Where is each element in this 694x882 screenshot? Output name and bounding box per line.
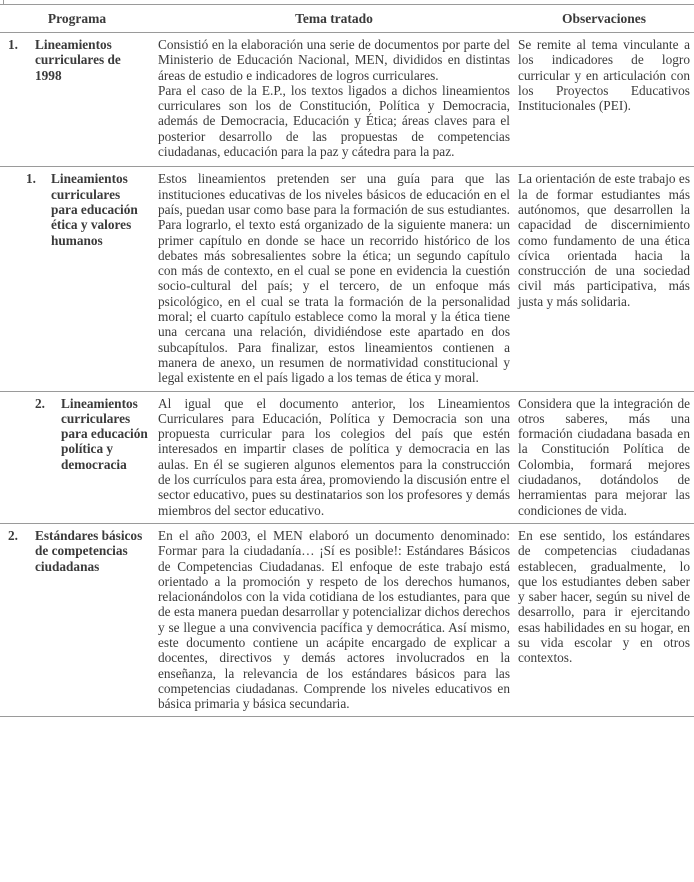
programa-cell xyxy=(0,391,154,523)
tema-paragraph: Para el caso de la E.P., los textos ligados a dichos lineamientos curriculares son los de Constitución, Política y Democracia, además de Democracia, Educación y Ética; áreas claves para el posterior desarrollo de las propuestas de competencias ciudadanas, educación para la paz y cátedra para la paz. xyxy=(158,82,510,160)
programa-cell xyxy=(0,33,154,167)
tema-cell xyxy=(154,33,514,167)
programa-name: Estándares básicos de competencias ciudadanas xyxy=(35,527,143,574)
tema-paragraph: Estos lineamientos pretenden ser una guía para que las instituciones educativas de los niveles básicos de educación en el país, puedan usar como base para la formación de sus estudiantes. Para lograrlo, el texto está organizado de la siguiente manera: un primer capítulo en donde se hace un recorrido histórico de los debates más sobresalientes sobre la ética; un segundo capítulo con más de contexto, en el cual se pone en evidencia la cuestión socio-cultural del país; y el tercero, de un enfoque más psicológico, en el cual se trata la formación de la personalidad moral; el cuarto capítulo establece como la moral y la ética tiene una cercana una relación, dividiéndose este apartado en dos subcapítulos. Para finalizar, estos lineamientos contienen a manera de anexo, un resumen de normatividad constitucional y legal existente en el país ligado a los temas de ética y moral. xyxy=(158,171,510,386)
table-header-row xyxy=(0,5,694,33)
header-programa: Programa xyxy=(0,5,154,33)
tema-paragraph: Al igual que el documento anterior, los Lineamientos Curriculares para Educación, Política y Democracia son una propuesta curricular para los colegios del país que estén interesados en impartir clases de política y democracia en las aulas. En él se sugieren algunos elementos para la construcción de los currículos para esta área, promoviendo la discusión entre el sector educativo, pues su destinatarios son los profesores y demás miembros del sector educativo. xyxy=(158,395,510,518)
row-number: 2. xyxy=(8,527,18,543)
programs-table xyxy=(0,5,694,717)
table-row xyxy=(0,391,694,523)
tema-cell xyxy=(154,523,514,717)
table-row xyxy=(0,33,694,167)
tema-cell xyxy=(154,167,514,391)
table-row xyxy=(0,523,694,717)
table-row xyxy=(0,167,694,391)
programa-name: Lineamientos curriculares de 1998 xyxy=(35,37,121,83)
observaciones-cell: Considera que la integración de otros saberes, más una formación ciudadana basada en la Constitución Política de Colombia, formará mejores ciudadanos, dotándolos de herramientas para mejorar las condiciones de vida. xyxy=(514,391,694,523)
observaciones-cell: En ese sentido, los estándares de competencias ciudadanas establecen, gradualmente, lo que los estudiantes deben saber y saber hacer, según su nivel de desarrollo, para ir ejercitando esas habilidades en su hogar, en su vida escolar y en otros contextos. xyxy=(514,523,694,717)
programa-cell xyxy=(0,523,154,717)
tema-paragraph: Consistió en la elaboración una serie de documentos por parte del Ministerio de Educación Nacional, MEN, divididos en distintas áreas de estudio e indicadores de logros curriculares. xyxy=(158,37,510,83)
row-number: 1. xyxy=(8,37,18,52)
programa-name: Lineamientos curriculares para educación ética y valores humanos xyxy=(51,171,138,248)
programa-cell xyxy=(0,167,154,391)
programa-name: Lineamientos curriculares para educación política y democracia xyxy=(61,395,148,472)
row-number: 2. xyxy=(35,395,45,411)
tema-cell xyxy=(154,391,514,523)
row-number: 1. xyxy=(26,171,36,187)
observaciones-cell: La orientación de este trabajo es la de formar estudiantes más autónomos, que desarrollen la capacidad de discernimiento como fundamento de una ética cívica orientada hacia la construcción de una sociedad civil más participativa, más justa y más solidaria. xyxy=(514,167,694,391)
tema-paragraph: En el año 2003, el MEN elaboró un documento denominado: Formar para la ciudadanía… ¡Sí es posible!: Estándares Básicos de Competencias Ciudadanas. El enfoque de este trabajo está orientado a la promoción y respeto de los derechos humanos, relacionándolos con la vida cotidiana de los estudiantes, para que de esta manera puedan desarrollar y potencializar dichos derechos y se llegue a una convivencia pacífica y democrática. Así mismo, este documento contiene un acápite encargado de explicar a docentes, directivos y demás actores involucrados en la enseñanza, la relevancia de los estándares básicos para las competencias ciudadanas. Comprende los niveles educativos en básica primaria y básica secundaria. xyxy=(158,527,510,712)
header-observaciones: Observaciones xyxy=(514,5,694,33)
header-tema: Tema tratado xyxy=(154,5,514,33)
observaciones-cell: Se remite al tema vinculante a los indicadores de logro curricular y en articulación con los Proyectos Educativos Institucionales (PEI). xyxy=(514,33,694,167)
